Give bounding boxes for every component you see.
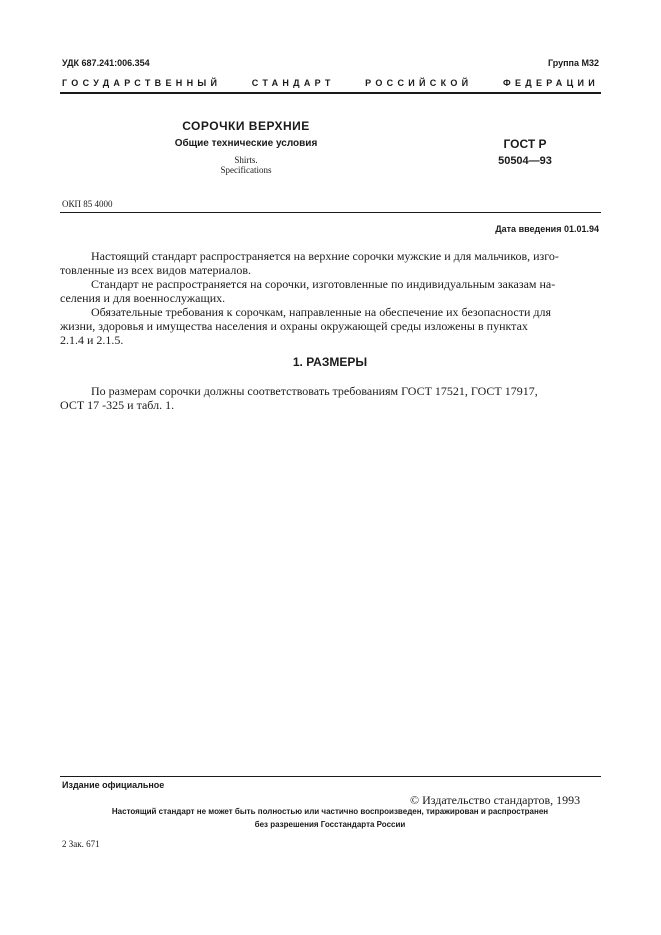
standard-banner <box>62 78 599 88</box>
paragraph-line: Стандарт не распространяется на сорочки, изготовленные по индивидуальным заказам на- <box>91 277 556 291</box>
banner-word-state: ГОСУДАРСТВЕННЫЙ <box>62 78 222 88</box>
banner-word-russian: РОССИЙСКОЙ <box>365 78 473 88</box>
okp-rule <box>60 212 601 213</box>
banner-rule <box>60 92 601 94</box>
english-subtitle: Specifications <box>220 165 272 175</box>
okp-code: ОКП 85 4000 <box>62 199 113 209</box>
paragraph-line: Настоящий стандарт распространяется на верхние сорочки мужские и для мальчиков, изго- <box>91 249 559 263</box>
section-heading: 1. РАЗМЕРЫ <box>292 355 368 369</box>
gost-number: 50504—93 <box>498 155 552 167</box>
gost-label: ГОСТ Р <box>503 137 547 151</box>
paragraph-line: жизни, здоровья и имущества населения и охраны окружающей среды изложены в пунктах <box>60 319 528 333</box>
effective-date: Дата введения 01.01.94 <box>495 224 599 234</box>
reproduction-notice-line1: Настоящий стандарт не может быть полностью или частично воспроизведен, тиражирован и распространен <box>111 807 549 816</box>
intro-paragraph-3 <box>60 305 600 347</box>
group-code: Группа М32 <box>547 58 599 68</box>
paragraph-line: товленные из всех видов материалов. <box>60 263 252 277</box>
banner-word-standard: СТАНДАРТ <box>251 78 335 88</box>
reproduction-notice-line2: без разрешения Госстандарта России <box>254 820 406 829</box>
banner-word-federation: ФЕДЕРАЦИИ <box>502 78 599 88</box>
paragraph-line: По размерам сорочки должны соответствовать требованиям ГОСТ 17521, ГОСТ 17917, <box>91 384 538 398</box>
paragraph-line: Обязательные требования к сорочкам, направленные на обеспечение их безопасности для <box>91 305 551 319</box>
paragraph-line: селения и для военнослужащих. <box>60 291 226 305</box>
copyright: © Издательство стандартов, 1993 <box>410 793 581 807</box>
intro-paragraph-2 <box>60 277 600 305</box>
udk-code: УДК 687.241:006.354 <box>62 58 150 68</box>
paragraph-line: 2.1.4 и 2.1.5. <box>60 333 124 347</box>
section1-paragraph <box>60 384 600 412</box>
english-title: Shirts. <box>234 155 258 165</box>
paragraph-line: ОСТ 17 -325 и табл. 1. <box>60 398 175 412</box>
order-number: 2 Зак. 671 <box>62 839 100 849</box>
intro-paragraph-1 <box>60 249 600 277</box>
official-edition: Издание официальное <box>62 780 165 790</box>
document-subtitle: Общие технические условия <box>174 138 318 149</box>
document-title: СОРОЧКИ ВЕРХНИЕ <box>182 119 310 133</box>
footer-rule <box>60 776 601 777</box>
